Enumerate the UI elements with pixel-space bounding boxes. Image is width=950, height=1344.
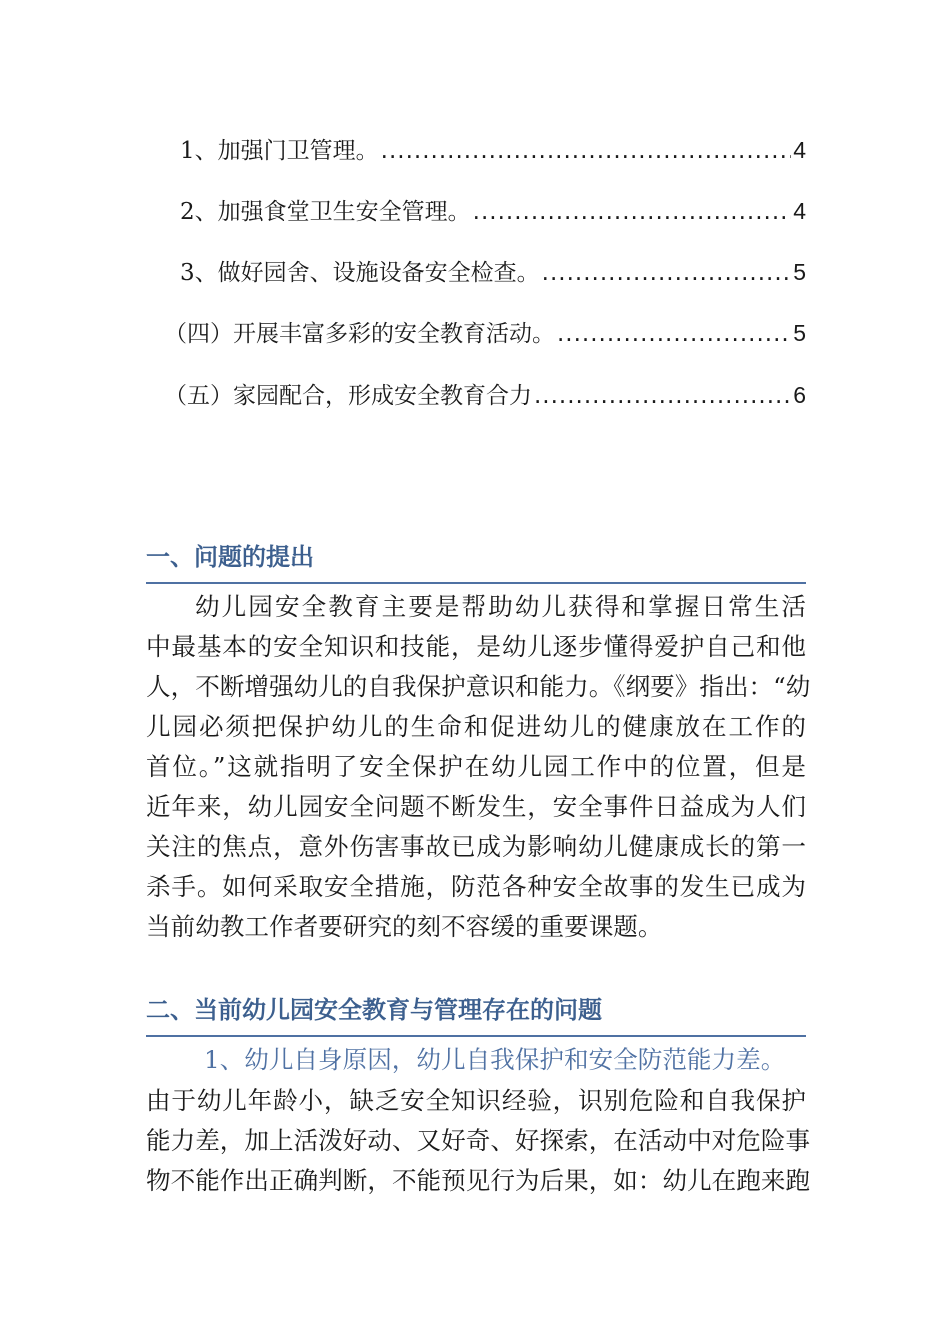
toc-leader-dots — [381, 131, 792, 171]
toc-page-number: 4 — [793, 198, 806, 224]
text-line: 幼儿园安全教育主要是帮助幼儿获得和掌握日常生活 — [195, 592, 806, 621]
toc-entry[interactable] — [164, 375, 806, 415]
toc-leader-dots — [534, 376, 791, 416]
body-paragraph — [146, 587, 811, 947]
toc-entry-label: （五）家园配合，形成安全教育合力 — [164, 383, 532, 409]
toc-leader-dots — [557, 314, 791, 354]
toc-page-number: 5 — [793, 320, 806, 346]
text-line: 物不能作出正确判断，不能预见行为后果，如：幼儿在跑来跑 — [146, 1166, 811, 1195]
body-paragraph — [146, 1081, 811, 1201]
heading-underline — [146, 582, 806, 584]
toc-leader-dots — [473, 192, 792, 232]
toc-entry-label: 1、加强门卫管理。 — [180, 138, 379, 164]
text-line: 由于幼儿年龄小，缺乏安全知识经验，识别危险和自我保护 — [146, 1086, 806, 1115]
text-line: 杀手。如何采取安全措施，防范各种安全故事的发生已成为 — [146, 872, 806, 901]
text-line: 儿园必须把保护幼儿的生命和促进幼儿的健康放在工作的 — [146, 712, 806, 741]
section-heading: 二、当前幼儿园安全教育与管理存在的问题 — [146, 996, 602, 1024]
subsection-heading: 1、幼儿自身原因，幼儿自我保护和安全防范能力差。 — [204, 1045, 786, 1074]
toc-entry-label: （四）开展丰富多彩的安全教育活动。 — [164, 321, 555, 347]
toc-entry[interactable] — [180, 191, 806, 231]
text-line: 能力差，加上活泼好动、又好奇、好探索，在活动中对危险事 — [146, 1126, 811, 1155]
text-line: 人，不断增强幼儿的自我保护意识和能力。《纲要》指出：“幼 — [146, 672, 811, 701]
toc-page-number: 4 — [793, 137, 806, 163]
heading-underline — [146, 1035, 806, 1037]
toc-entry[interactable] — [164, 313, 806, 353]
toc-entry[interactable] — [180, 252, 806, 292]
text-line: 当前幼教工作者要研究的刻不容缓的重要课题。 — [146, 912, 663, 941]
toc-entry-label: 3、做好园舍、设施设备安全检查。 — [180, 260, 540, 286]
toc-leader-dots — [542, 253, 792, 293]
toc-entry[interactable] — [180, 130, 806, 170]
toc-page-number: 6 — [793, 382, 806, 408]
section-heading: 一、问题的提出 — [146, 543, 314, 571]
toc-entry-label: 2、加强食堂卫生安全管理。 — [180, 199, 471, 225]
text-line: 近年来，幼儿园安全问题不断发生，安全事件日益成为人们 — [146, 792, 806, 821]
toc-page-number: 5 — [793, 259, 806, 285]
text-line: 首位。”这就指明了安全保护在幼儿园工作中的位置，但是 — [146, 752, 806, 781]
text-line: 关注的焦点，意外伤害事故已成为影响幼儿健康成长的第一 — [146, 832, 806, 861]
text-line: 中最基本的安全知识和技能，是幼儿逐步懂得爱护自己和他 — [146, 632, 806, 661]
